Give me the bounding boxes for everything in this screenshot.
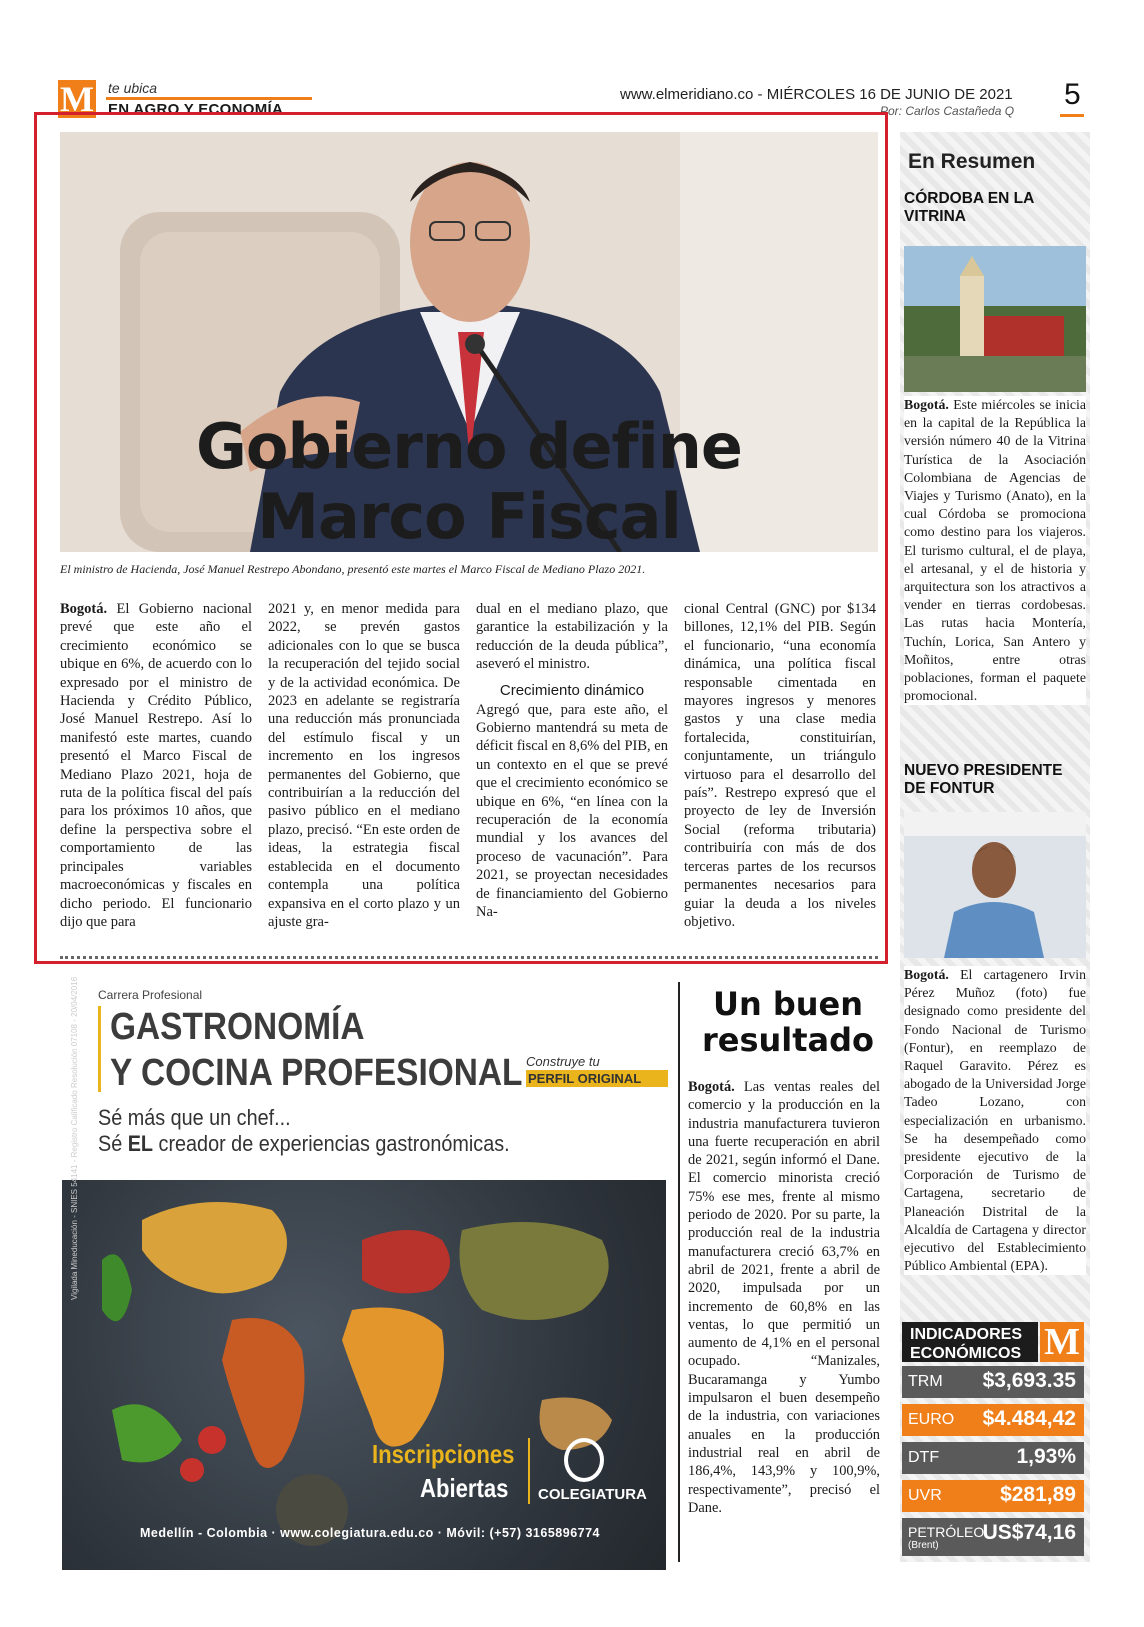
colegiatura-logo-icon xyxy=(564,1438,604,1482)
dateline: www.elmeridiano.co - MIÉRCOLES 16 DE JUNIO DE 2021 xyxy=(620,86,1013,103)
indicator-label: DTF xyxy=(908,1449,940,1466)
ad-spice-map-image xyxy=(62,1180,666,1570)
tagline: te ubica xyxy=(108,80,158,96)
ad-title-line-2: Y COCINA PROFESIONAL xyxy=(110,1052,523,1094)
ad-enrollment-line-2: Abiertas xyxy=(420,1473,509,1503)
column-3-text-b: Agregó que, para este año, el Gobierno mantendrá su meta de déficit fiscal en 8,6% del PIB, en un contexto en el que se prevé que el crecimiento económico se ubique en 6%, “en línea con la recuperación de la economía mundial y los avances del proceso de vacunación”. Para 2021, se proyectan necesidades de financiamiento del Gobierno Na- xyxy=(476,701,668,921)
article-2-headline xyxy=(688,986,888,1058)
article-2-lead: Bogotá. xyxy=(688,1079,735,1095)
indicators-title-line-2: ECONÓMICOS xyxy=(910,1345,1022,1362)
church-illustration xyxy=(904,246,1086,392)
indicator-value: 1,93% xyxy=(1016,1445,1076,1468)
page-number: 5 xyxy=(1064,78,1081,111)
article-2-body: Las ventas reales del comercio y la producción en la industria manufacturera tuvieron una fuerte recuperación en abril de 2021, según informó el Dane. El comercio minorista creció 75% ese mes, frente al mismo periodo de 2020. Por su parte, la producción real de la industria manufacturera creció 63,7% en abril de 2021, frente a abril de 2020, impulsada por un incremento de 60,8% en las ventas, lo que permitió un aumento de 4,1% en el personal ocupado. “Manizales, Bucaramanga y Yumbo impulsaron el buen desempeño de la industria, con variaciones anuales en la producción industrial real en abril de 186,4%, 143,9% y 100,9%, respectivamente”, precisó el Dane. xyxy=(688,1079,880,1516)
cordoba-church-photo xyxy=(904,246,1086,392)
indicator-label: PETRÓLEO xyxy=(908,1524,985,1540)
ad-footer: Medellín - Colombia · www.colegiatura.edu.co · Móvil: (+57) 3165896774 xyxy=(140,1526,600,1540)
indicator-row-euro xyxy=(902,1404,1084,1436)
photo-caption: El ministro de Hacienda, José Manuel Restrepo Abondano, presentó este martes el Marco Fiscal de Mediano Plazo 2021. xyxy=(60,562,646,576)
column-3-text-a: dual en el mediano plazo, que garantice la estabilización y la reducción de la deuda pública”, aseveró el ministro. xyxy=(476,601,668,673)
ad-line-2-post: creador de experiencias gastronómicas. xyxy=(153,1131,510,1156)
indicator-row-uvr xyxy=(902,1480,1084,1512)
indicator-value: US$74,16 xyxy=(982,1521,1076,1544)
ad-slogan: PERFIL ORIGINAL xyxy=(526,1070,668,1087)
ad-line-1: Sé más que un chef... xyxy=(98,1105,291,1130)
ad-title-line-1: GASTRONOMÍA xyxy=(110,1006,365,1048)
sidebar-item-1-body: Este miércoles se inicia en la capital de la República la versión número 40 de la Vitrina Turística de la Asociación Colombiana de Agencias de Viajes y Turismo (Anato), en la cual Córdoba se promociona como destino para los viajeros. El turismo cultural, el de playa, el artesanal, y el de historia y arquitectura son los atractivos a vender en tierras cordobesas. Las rutas hacia Montería, Tuchín, Lorica, San Antero y Moñitos, entre otras poblaciones, forman el paquete promocional. xyxy=(904,397,1086,704)
article-column-2: 2021 y, en menor medida para 2022, se prevén gastos adicionales con lo que se busca la recuperación del tejido social y de la actividad económica. De 2023 en adelante se registraría una reducción más pronunciada del estímulo fiscal y un incremento en los ingresos permanentes del Gobierno, que contribuirían a la reducción del pasivo público en el mediano plazo, precisó. “En este orden de ideas, la estrategia fiscal establecida en el documento contempla una política expansiva en el corto plazo y un ajuste gra- xyxy=(268,601,460,930)
highlight-box xyxy=(34,112,888,964)
headline-line-2: Marco Fiscal xyxy=(257,480,681,553)
indicator-row-dtf xyxy=(902,1442,1084,1474)
headline-line-1: Gobierno define xyxy=(196,410,742,483)
page-number-underline xyxy=(1060,114,1084,117)
indicator-sublabel: (Brent) xyxy=(908,1540,939,1551)
byline: Por: Carlos Castañeda Q xyxy=(880,104,1015,118)
indicator-value: $4.484,42 xyxy=(982,1407,1076,1430)
sidebar-item-2-lead: Bogotá. xyxy=(904,967,949,982)
sidebar-item-1-lead: Bogotá. xyxy=(904,397,949,412)
president-illustration xyxy=(904,812,1086,958)
ad-regulatory-text: Vigilada Mineducación - SNIES 54141 - Registro Calificado Resolución 07108 - 20/04/2016 xyxy=(70,976,79,1300)
article-2-text xyxy=(688,1078,880,1517)
article-2-headline-line-1: Un buen xyxy=(712,985,864,1023)
ad-slogan-small: Construye tu xyxy=(526,1054,600,1069)
column-1-text: El Gobierno nacional prevé que este año el crecimiento económico se ubique en 6%, de acuerdo con lo expresado por el ministro de Hacienda y Crédito Público, José Manuel Restrepo. Así lo manifestó este martes, cuando presentó el Marco Fiscal de Mediano Plazo 2021, hoja de ruta de la política fiscal del país para los próximos 10 años, que define la perspectiva sobre el comportamiento de las principales variables macroeconómicas y fiscales en dicho periodo. El funcionario dijo que para xyxy=(60,601,252,930)
indicator-value: $3,693.35 xyxy=(982,1369,1076,1392)
section-underline xyxy=(106,97,312,100)
article-subhead: Crecimiento dinámico xyxy=(499,681,645,699)
indicator-label: TRM xyxy=(908,1373,943,1390)
sidebar-item-2-body: El cartagenero Irvin Pérez Muñoz (foto) fue designado como presidente del Fondo Nacional de Turismo (Fontur), en reemplazo de Raquel Garavito. Pérez es abogado de la Universidad Jorge Tadeo Lozano, con especialización en urbanismo. Se ha desempeñado como presidente ejecutivo de la Corporación de Turismo de Cartagena, secretario de Planeación Distrital de la Alcaldía de Cartagena y director ejecutivo del Establecimiento Público Ambiental (EPA). xyxy=(904,967,1086,1274)
sidebar-item-1-heading: CÓRDOBA EN LA VITRINA xyxy=(904,190,1034,225)
indicator-label: UVR xyxy=(908,1487,942,1504)
fontur-president-photo xyxy=(904,812,1086,958)
indicators-title-line-1: INDICADORES xyxy=(910,1326,1023,1343)
newspaper-logo: M xyxy=(58,80,96,118)
ad-line-2 xyxy=(98,1130,510,1157)
ad-line-2-bold: EL xyxy=(127,1131,154,1156)
article-2-headline-line-2: resultado xyxy=(701,1021,875,1059)
column-rule xyxy=(678,982,680,1562)
section-name: EN AGRO Y ECONOMÍA xyxy=(108,101,284,118)
spice-world-map-illustration xyxy=(62,1180,666,1570)
ad-title xyxy=(110,1004,522,1096)
sidebar-item-2-text xyxy=(904,966,1086,1275)
sidebar-item-1-text xyxy=(904,396,1086,705)
sidebar-item-2-heading: NUEVO PRESIDENTE DE FONTUR xyxy=(904,762,1063,797)
ad-eyebrow: Carrera Profesional xyxy=(98,988,203,1002)
indicator-label: EURO xyxy=(908,1411,955,1428)
sidebar-title: En Resumen xyxy=(908,150,1036,173)
article-lead: Bogotá. xyxy=(60,601,108,617)
ad-line-2-pre: Sé xyxy=(98,1131,128,1156)
indicator-row-trm xyxy=(902,1366,1084,1398)
article-column-4: cional Central (GNC) por $134 billones, 12,1% del PIB. Según el funcionario, “una economía dinámica, una política fiscal responsable cimentada en mayores ingresos y menores gastos y una clase media fortalecida, constituirían, conjuntamente, un triángulo virtuoso para el desarrollo del país”. Restrepo expresó que el proyecto de ley de Inversión Social (reforma tributaria) contribuiría con más de dos terceras partes de los recursos permanentes necesarios para guiar la deuda a los niveles objetivo. xyxy=(684,601,876,930)
ad-divider xyxy=(528,1438,530,1504)
indicator-row-petroleo xyxy=(902,1518,1084,1556)
indicators-title xyxy=(902,1322,1038,1362)
ad-enrollment-line-1: Inscripciones xyxy=(372,1439,515,1469)
ad-brand: COLEGIATURA xyxy=(538,1486,647,1503)
indicator-value: $281,89 xyxy=(1000,1483,1076,1506)
ad-accent-bar xyxy=(98,1006,101,1092)
indicators-logo: M xyxy=(1040,1322,1084,1362)
